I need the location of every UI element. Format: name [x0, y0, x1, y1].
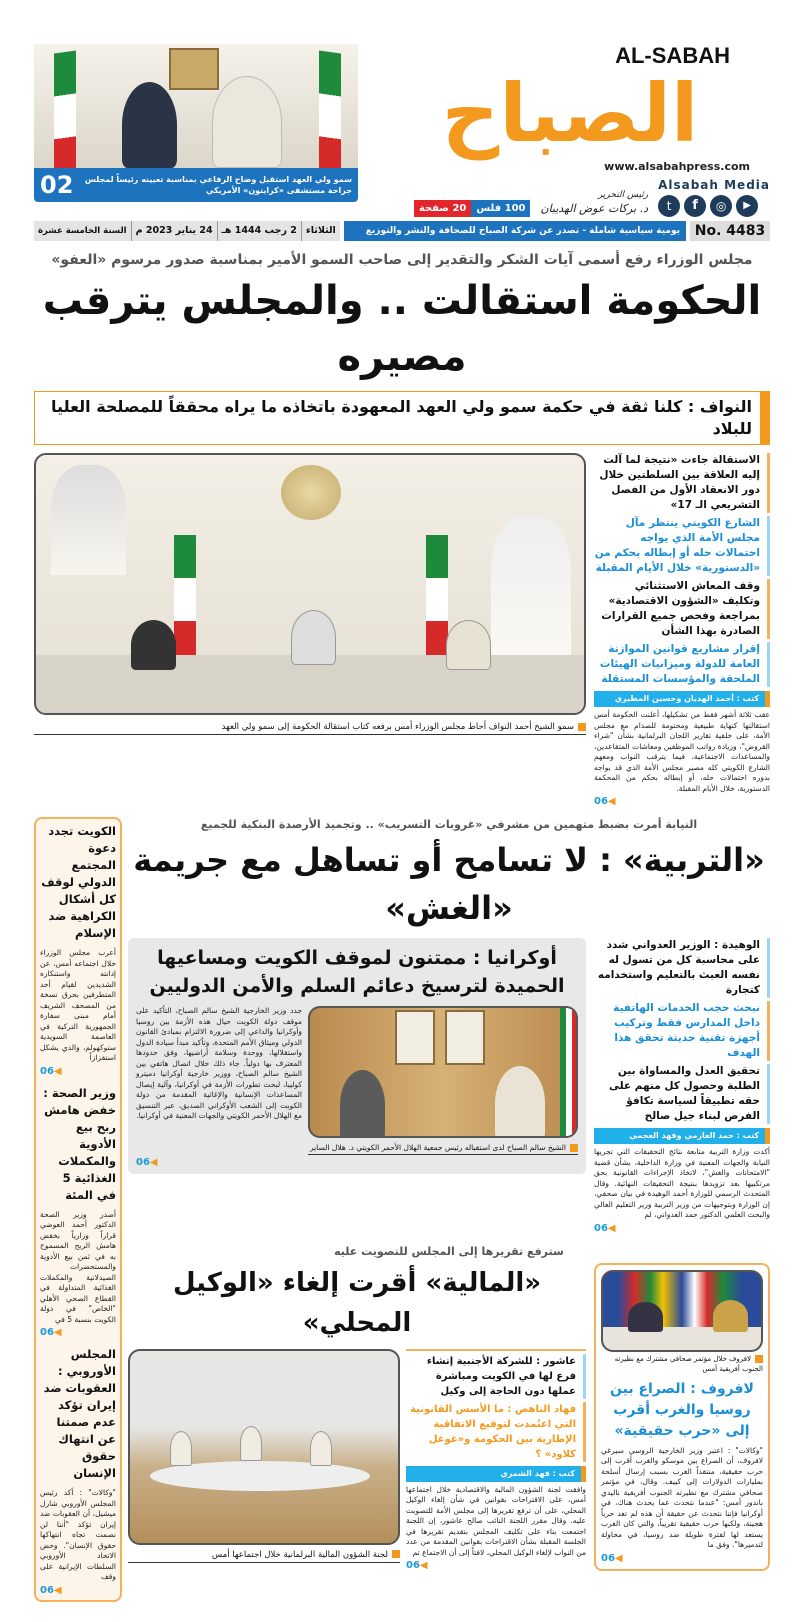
- ukraine-photo-caption: [308, 1140, 578, 1155]
- caption-marker-icon: [755, 1355, 763, 1363]
- portrait-frame: [169, 48, 219, 90]
- education-more-link[interactable]: 06◀: [594, 1222, 616, 1234]
- sidebar-body: أعرب مجلس الوزراء خلال اجتماعه أمس، عن إدانته واستنكاره الشديدين لقيام أحد المتطرفين بحرق نسخة من المصحف الشريف أمام مبنى سفارة الجمهورية التركية في العاصمة السويدية ستوكهولم، والذي يشكل استفزازاً: [40, 948, 116, 1062]
- person: [131, 620, 176, 670]
- finance-byline: كتب : فهد الشمري: [406, 1466, 586, 1482]
- promo-page-number: 02: [40, 171, 74, 199]
- finance-story: [128, 1263, 586, 1572]
- instagram-icon[interactable]: ◎: [710, 195, 732, 217]
- caption-text: لجنة الشؤون المالية البرلمانية خلال اجتماعها أمس: [211, 1549, 388, 1560]
- sidebar-story[interactable]: [40, 823, 116, 1064]
- facebook-icon[interactable]: f: [684, 195, 706, 217]
- kuwait-flag: [174, 535, 196, 665]
- kuwait-flag-left: [54, 50, 76, 168]
- promo-caption-bar: [34, 168, 358, 202]
- website-url[interactable]: www.alsabahpress.com: [604, 160, 750, 173]
- caption-text: الشيخ سالم الصباح لدى استقباله رئيس جمعية الهلال الأحمر الكويتي د. هلال الساير: [309, 1143, 566, 1152]
- lavrov-more-link[interactable]: 06◀: [601, 1552, 623, 1564]
- finance-photo-caption: [128, 1547, 400, 1563]
- sidebar-story[interactable]: [40, 1085, 116, 1326]
- ukraine-content: [136, 1006, 578, 1155]
- finance-more-link[interactable]: 06◀: [406, 1560, 428, 1571]
- portrait-frame: [395, 1010, 435, 1065]
- finance-bullet: فهاد الناهض : ما الأسس القانونية التي اعتُمدت لتوقيع الاتفاقية الإطارية بين الحكومة و«غوغل كلاود» ؟: [406, 1402, 586, 1462]
- page-ref: 06: [136, 1157, 150, 1168]
- education-bullet: نبحث حجب الخدمات الهاتفية داخل المدارس فقط وتركيب أجهزة تقنية حديثة تحقق هذا الهدف: [594, 1001, 770, 1061]
- price-badge: [414, 200, 531, 217]
- lead-bullet: الاستقالة جاءت «نتيجة لما آلت إليه العلاقة بين السلطتين خلال دور الانعقاد الأول من الفصل التشريعي الـ 17»: [594, 453, 770, 513]
- lead-kicker: مجلس الوزراء رفع أسمى آيات الشكر والتقدير إلى صاحب السمو الأمير بمناسبة صدور مرسوم «العفو»: [51, 252, 753, 268]
- lavrov-photo: [601, 1270, 763, 1352]
- lavrov-photo-caption: [601, 1352, 763, 1375]
- caption-marker-icon: [578, 723, 586, 731]
- sidebar-headline: وزير الصحة : خفض هامش ربح بيع الأدوية والمكملات الغذائية 5 في المئة: [43, 1085, 116, 1202]
- lead-byline: كتب : أحمد الهديان وحسين المطيري: [594, 691, 770, 707]
- person-right: [495, 1066, 545, 1138]
- promo-caption: سمو ولي العهد استقبل وضاح الرفاعي بمناسبة تعيينه رئيساً لمجلس جراحة مستشفى «كرايتون» الأمريكي: [84, 175, 352, 195]
- education-headline[interactable]: «التربية» : لا تسامح أو تساهل مع جريمة «الغش»: [133, 841, 765, 927]
- education-bullet: الوهيدة : الوزير العدواني شدد على محاسبة كل من تسول له نفسه العبث بالتعليم واستخدامه كتجارة: [594, 938, 770, 998]
- education-bullet: تحقيق العدل والمساواة بين الطلبة وحصول كل منهم على حقه تطبيقاً لسياسة تكافؤ الفرص لبناء جيل صالح: [594, 1064, 770, 1124]
- issue-row: [34, 221, 770, 241]
- lead-bullet: وقف المعاش الاستثنائي وتكليف «الشؤون الاقتصادية» بمراجعة وفحص جميع القرارات الصادرة بهذا الشأن: [594, 579, 770, 639]
- day: الثلاثاء: [301, 221, 340, 241]
- caption-marker-icon: [570, 1144, 578, 1152]
- ukraine-photo-block: [308, 1006, 578, 1155]
- kuwait-flag: [560, 1008, 578, 1138]
- logo-ar: الصباح: [441, 67, 699, 160]
- page-ref: 06: [406, 1560, 420, 1571]
- finance-body: وافقت لجنة الشؤون المالية والاقتصادية خلال اجتماعها أمس، على الاقتراحات بقوانين في شأن إلغاء الوكيل المحلي، على أن ترفع تقريرها إلى مجلس الأمة للتصويت عليه. وقال مقرر اللجنة النائب صالح عاشور، إن اللجنة اجتمعت بناء على تكليف المجلس بتقديم تقريرها في الجلسة المقبلة بشأن الاقتراحات بقوانين المقدمة من عدد من النواب لإلغاء الوكيل المحلي، لافتاً إلى أن الاجتماع تم: [406, 1484, 586, 1557]
- sidebar-more-link[interactable]: 06◀: [40, 1327, 62, 1338]
- kuwait-flag-right: [319, 50, 341, 168]
- lead-row: [34, 453, 770, 807]
- sidebar-story[interactable]: [40, 1346, 116, 1583]
- person: [240, 1426, 262, 1461]
- masthead-info-row: [370, 178, 770, 217]
- finance-photo-block: [128, 1349, 400, 1563]
- sidebar-body: "وكالات" : أكد رئيس المجلس الأوروبي شارل ميشيل، أن العقوبات ضد إيران تؤكد "أننا لن نصمت تجاه انتهاكها حقوق الإنسان". وحض الاتحاد الأوروبي السلطات الإيرانية على وقف: [40, 1488, 116, 1581]
- date-bar: [34, 221, 340, 241]
- lead-bullet: إقرار مشاريع قوانين الموازنة العامة للدولة وميزانيات الهيئات الملحقة والمؤسسات المستقلة: [594, 642, 770, 687]
- caption-text: لافروف خلال مؤتمر صحافي مشترك مع نظيرته الجنوب أفريقية أمس: [614, 1354, 763, 1373]
- lead-photo-block: [34, 453, 586, 735]
- lavrov-headline[interactable]: لافروف : الصراع بين روسيا والغرب أقرب إلى «حرب حقيقية»: [610, 1380, 754, 1439]
- lavrov-body: "وكالات" : اعتبر وزير الخارجية الروسي سيرغي لافروف، أن الصراع بين موسكو والغرب أقرب إلى حرب حقيقية، منتقداً الغرب بسبب إرسال أسلحة بمليارات الدولارات إلى كييف. وقال، في مؤتمر صحافي مشترك مع نظيرته الجنوب أفريقية ناليدي باندور أمس: "عندما نتحدث عما يحدث هناك، في أوكرانيا فإننا نتحدث عن حقيقة أن هذه لم تعد حرباً هجينة، ولكنها حرب حقيقية تقريباً، والتي كان الغرب يستعد لها لفترة طويلة ضد روسيا، في محاولة لتدميرها". وفق ما: [601, 1445, 763, 1549]
- page-ref: 06: [594, 796, 608, 807]
- twitter-icon[interactable]: t: [658, 195, 680, 217]
- masthead: [34, 44, 770, 217]
- person: [310, 1431, 332, 1466]
- sidebar-headline: الكويت تجدد دعوة المجتمع الدولي لوقف كل أشكال الكراهية ضد الإسلام: [41, 824, 116, 940]
- top-promo[interactable]: [34, 44, 358, 202]
- editor-signature: د. بركات عوض الهديبان: [540, 202, 649, 215]
- issue-number: No. 4483: [690, 221, 770, 241]
- lower-section: [34, 817, 770, 1602]
- promo-photo: [34, 44, 358, 168]
- portrait-right: [491, 515, 571, 655]
- page-ref: 06: [40, 1065, 54, 1077]
- education-body: أكدت وزارة التربية متابعة نتائج التحقيقات التي تجريها النيابة والجهات المعنية في وزارة الداخلية، بشأن قضية "الامتحانات والغش"، لاتخاذ الإجراءات القانونية بحق مرتكبيها بعد تزويدها بنتيجة التحقيقات النهائية. وقال المتحدث الرسمي للوزارة أحمد الوهيدة في بيان صحفي، إن الوزارة وبتوجيهات من وزير التربية وزير التعليم العالي والبحث العلمي الدكتور حمد العدواني، لم: [594, 1147, 770, 1219]
- lavrov-story: [594, 1263, 770, 1571]
- portrait-left: [51, 465, 126, 575]
- social-icons: [658, 195, 770, 217]
- page-ref: 06: [594, 1222, 608, 1234]
- lead-headline[interactable]: الحكومة استقالت .. والمجلس يترقب مصيره: [42, 278, 762, 380]
- logo-block: [370, 44, 770, 217]
- finance-kicker: سترفع تقريرها إلى المجلس للتصويت عليه: [334, 1244, 564, 1258]
- page-ref: 06: [601, 1552, 615, 1564]
- ukraine-body: جدد وزير الخارجية الشيخ سالم الصباح، التأكيد على موقف دولة الكويت حيال هذه الأزمة بين روسيا وأوكرانيا والداعي إلى ضرورة الالتزام بمبادئ القانون الدولي وميثاق الأمم المتحدة، وتأكيد مبدأ سيادة الدول واستقلالها، ووحدة وسلامة أراضيها، وفق حدودها المعترف بها دولياً. جاء ذلك خلال اتصال هاتفي بين الشيخ سالم الصباح، ووزير خارجية أوكرانيا دميترو كوليبا، لبحث تطورات الأزمة في أوكرانيا، وآلية إيصال المساعدات الإنسانية والإغاثية المقدمة من دولة الكويت إلى الشعب الأوكراني الصديق، عبر التنسيق مع الهلال الأحمر الكويتي والجهات المعنية في أوكرانيا.: [136, 1006, 302, 1120]
- sidebar-more-link[interactable]: 06◀: [40, 1584, 62, 1596]
- sidebar: [34, 817, 122, 1602]
- ukraine-headline[interactable]: أوكرانيا : ممتنون لموقف الكويت ومساعيها الحميدة لترسيخ دعائم السلم والأمن الدوليين: [149, 947, 565, 997]
- caption-marker-icon: [392, 1550, 400, 1558]
- person-left: [340, 1070, 385, 1138]
- gregorian-date: 24 يناير 2023 م: [131, 221, 217, 241]
- editor-block: [540, 189, 648, 217]
- education-row: [128, 938, 770, 1234]
- media-block: [658, 178, 770, 217]
- ukraine-story: [128, 938, 586, 1174]
- youtube-icon[interactable]: ▶: [736, 195, 758, 217]
- kuwait-flag: [426, 535, 448, 665]
- finance-bullet: عاشور : للشركة الأجنبية إنشاء فرع لها في الكويت ومباشرة عملها دون الحاجة إلى وكيل: [406, 1354, 586, 1399]
- page-ref: 06: [40, 1327, 54, 1338]
- lead-subheadline: [34, 391, 770, 445]
- portrait-frame: [445, 1010, 485, 1065]
- education-kicker: النيابة أمرت بضبط متهمين من مشرفي «غروبات التسريب» .. وتجميد الأرصدة البنكية للجميع: [200, 818, 698, 831]
- person: [446, 620, 491, 670]
- media-label: Alsabah Media: [658, 178, 770, 192]
- sidebar-more-link[interactable]: 06◀: [40, 1065, 62, 1077]
- lead-photo: [34, 453, 586, 715]
- lead-bullet: الشارع الكويتي ينتظر مآل مجلس الأمة الذي يواجه احتمالات حله أو إبطاله بحكم من «الدستورية» خلال الأيام المقبلة: [594, 516, 770, 576]
- logo-en: AL-SABAH: [615, 43, 730, 68]
- lead-subheadline-text: النواف : كلنا ثقة في حكمة سمو ولي العهد المعهودة باتخاذه ما يراه محققاً للمصلحة العليا للبلاد: [51, 397, 752, 438]
- person: [628, 1302, 663, 1332]
- person: [291, 610, 336, 665]
- sidebar-headline: المجلس الأوروبي : العقوبات ضد إيران تؤكد عدم صمتنا عن انتهاك حقوق الإنسان: [43, 1347, 116, 1480]
- person-left: [122, 82, 177, 168]
- year: السنة الخامسة عشرة: [38, 226, 127, 236]
- main-area: [128, 817, 770, 1571]
- finance-column: [406, 1349, 586, 1572]
- lead-more-link[interactable]: 06◀: [594, 796, 616, 807]
- emblem: [281, 465, 341, 520]
- finance-content: [128, 1349, 586, 1572]
- page-count: 20 صفحة: [414, 200, 472, 217]
- front-page: [34, 44, 770, 1602]
- caption-text: سمو الشيخ أحمد النواف أحاط مجلس الوزراء أمس برفعه كتاب استقالة الحكومة إلى سمو ولي العهد: [221, 722, 574, 732]
- hijri-date: 2 رجب 1444 هـ: [217, 221, 301, 241]
- education-column: [594, 938, 770, 1234]
- ukraine-photo: [308, 1006, 578, 1138]
- finance-row: [128, 1263, 770, 1572]
- lead-body: عقب ثلاثة أشهر فقط من تشكيلها، أعلنت الحكومة أمس استقالتها كنهاية طبيعية ومحتومة للصدام مع مجلس الأمة، على خلفية تقارير اللجان البرلمانية بشأن "شراء القروض"، وزيادة رواتب الموظفين ومعاشات المتقاعدين، والمساعدات الاجتماعية، فيما يترقب النواب ومعهم الشارع الكويتي كله مصير مجلس الأمة الذي قد يواجه بدوره احتمالات حله، أو إبطاله بحكم من المحكمة الدستورية، خلال الأيام المقبلة.: [594, 710, 770, 793]
- finance-headline[interactable]: «المالية» أقرت إلغاء «الوكيل المحلي»: [172, 1267, 542, 1338]
- price: 100 فلس: [471, 200, 530, 217]
- person-right: [212, 76, 282, 168]
- lead-photo-caption: [34, 719, 586, 735]
- editor-title: رئيس التحرير: [597, 190, 649, 200]
- person: [170, 1431, 192, 1466]
- education-byline: كتب : حمد العازمي وفهد العجمي: [594, 1128, 770, 1144]
- sidebar-body: أصدر وزير الصحة الدكتور أحمد العوضي قراراً وزارياً بخفض هامش الربح المسموح به في ثمن بيع الأدوية والمستحضرات الصيدلانية والمكملات الغذائية المتداولة في القطاع الصحي الأهلي "الخاص" في دولة الكويت بنسبة 5 في: [40, 1209, 116, 1324]
- page-ref: 06: [40, 1584, 54, 1596]
- person: [713, 1300, 748, 1332]
- lead-column: [594, 453, 770, 807]
- ukraine-more-link[interactable]: 06◀: [136, 1157, 158, 1168]
- tagline-bar: يومية سياسية شاملة - تصدر عن شركة الصباح للصحافة والنشر والتوزيع: [344, 221, 686, 241]
- finance-photo: [128, 1349, 400, 1545]
